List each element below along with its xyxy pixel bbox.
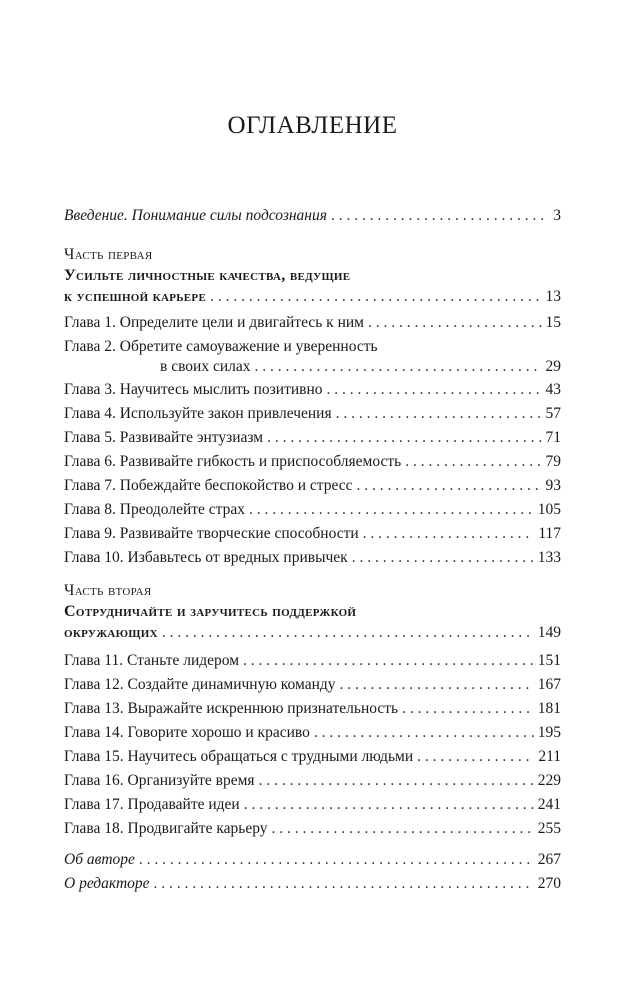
toc-entry-label: Глава 9. Развивайте творческие способности [64, 525, 359, 542]
toc-entry-label: Глава 7. Побеждайте беспокойство и стресс [64, 477, 353, 494]
toc-entry-page: 229 [537, 772, 561, 789]
toc-entry-label: Об авторе [64, 851, 135, 868]
toc-entry-chapter-5[interactable] [64, 428, 561, 448]
toc-entry-label: Глава 14. Говорите хорошо и красиво [64, 724, 310, 741]
toc-entry-label: Глава 17. Продавайте идеи [64, 796, 240, 813]
toc-entry-page: 93 [545, 477, 561, 494]
dot-leader [417, 747, 534, 767]
toc-entry-chapter-8[interactable] [64, 500, 561, 520]
toc-entry-page: 79 [545, 453, 561, 470]
dot-leader [402, 699, 534, 719]
toc-entry-page: 211 [538, 748, 561, 765]
toc-entry-label: Глава 4. Используйте закон привлечения [64, 405, 332, 422]
toc-entry-page: 15 [545, 314, 561, 331]
toc-entry-part2[interactable] [64, 623, 561, 643]
toc-entry-label: Глава 10. Избавьтесь от вредных привычек [64, 549, 348, 566]
toc-entry-page: 105 [537, 501, 561, 518]
toc-entry-label: О редакторе [64, 875, 150, 892]
toc-entry-chapter-12[interactable] [64, 675, 561, 695]
dot-leader [249, 500, 534, 520]
toc-entry-page: 181 [537, 700, 561, 717]
dot-leader [243, 651, 534, 671]
toc-entry-page: 167 [537, 676, 561, 693]
toc-entry-page: 149 [537, 624, 561, 641]
dot-leader [154, 874, 534, 894]
toc-entry-label: Глава 18. Продвигайте карьеру [64, 820, 268, 837]
toc-entry-page: 270 [537, 875, 561, 892]
dot-leader [272, 819, 534, 839]
dot-leader [363, 524, 535, 544]
toc-entry-page: 43 [545, 381, 561, 398]
dot-leader [352, 548, 534, 568]
toc-entry-label: Введение. Понимание силы подсознания [64, 207, 327, 224]
toc-entry-label: Глава 12. Создайте динамичную команду [64, 676, 336, 693]
dot-leader [327, 380, 542, 400]
toc-entry-label: Глава 3. Научитесь мыслить позитивно [64, 381, 323, 398]
toc-entry-label: Глава 6. Развивайте гибкость и приспособляемость [64, 453, 402, 470]
dot-leader [314, 723, 534, 743]
part2-title-line2: окружающих [64, 624, 158, 641]
toc-entry-about-author[interactable] [64, 850, 561, 870]
toc-entry-chapter-13[interactable] [64, 699, 561, 719]
toc-entry-page: 29 [545, 358, 561, 375]
toc-entry-label: Глава 11. Станьте лидером [64, 652, 240, 669]
part2-title-line1: Сотрудничайте и заручитесь поддержкой [64, 603, 357, 620]
dot-leader [331, 206, 549, 226]
dot-leader [368, 313, 542, 333]
toc-entry-label: Глава 5. Развивайте энтузиазм [64, 429, 264, 446]
dot-leader [259, 771, 534, 791]
toc-entry-chapter-1[interactable] [64, 313, 561, 333]
dot-leader [405, 452, 541, 472]
toc-entry-page: 3 [553, 207, 561, 224]
toc-entry-label: Глава 16. Организуйте время [64, 772, 255, 789]
toc-entry-chapter-15[interactable] [64, 747, 561, 767]
dot-leader [210, 287, 541, 307]
toc-entry-page: 117 [538, 525, 561, 542]
toc-entry-chapter-17[interactable] [64, 795, 561, 815]
toc-entry-page: 267 [537, 851, 561, 868]
toc-entry-label: Глава 8. Преодолейте страх [64, 501, 245, 518]
dot-leader [162, 623, 534, 643]
part1-heading: Часть первая [64, 246, 153, 263]
toc-entry-page: 241 [537, 796, 561, 813]
toc-entry-page: 133 [537, 549, 561, 566]
toc-entry-chapter-6[interactable] [64, 452, 561, 472]
part2-heading: Часть вторая [64, 582, 152, 599]
toc-entry-chapter-14[interactable] [64, 723, 561, 743]
toc-entry-page: 195 [537, 724, 561, 741]
toc-entry-chapter-16[interactable] [64, 771, 561, 791]
dot-leader [244, 795, 534, 815]
dot-leader [139, 850, 534, 870]
toc-entry-label: Глава 1. Определите цели и двигайтесь к ним [64, 314, 364, 331]
toc-entry-chapter-18[interactable] [64, 819, 561, 839]
toc-entry-intro[interactable] [64, 206, 561, 226]
dot-leader [267, 428, 541, 448]
part1-title-line2: к успешной карьере [64, 288, 207, 305]
toc-entry-page: 13 [545, 288, 561, 305]
dot-leader [357, 476, 542, 496]
toc-entry-chapter-2-line1[interactable]: Глава 2. Обретите самоуважение и уверенность [64, 338, 378, 355]
toc-entry-chapter-2[interactable] [160, 357, 561, 377]
toc-entry-chapter-4[interactable] [64, 404, 561, 424]
toc-entry-part1[interactable] [64, 287, 561, 307]
dot-leader [336, 404, 542, 424]
toc-entry-chapter-9[interactable] [64, 524, 561, 544]
toc-entry-label: Глава 13. Выражайте искреннюю признательность [64, 700, 399, 717]
toc-entry-chapter-3[interactable] [64, 380, 561, 400]
toc-entry-page: 57 [545, 405, 561, 422]
toc-entry-page: 71 [545, 429, 561, 446]
toc-entry-chapter-11[interactable] [64, 651, 561, 671]
dot-leader [255, 357, 542, 377]
toc-entry-about-editor[interactable] [64, 874, 561, 894]
toc-entry-chapter-10[interactable] [64, 548, 561, 568]
toc-entry-label: в своих силах [160, 358, 251, 375]
toc-entry-page: 255 [537, 820, 561, 837]
toc-entry-label: Глава 15. Научитесь обращаться с трудными людьми [64, 748, 414, 765]
dot-leader [340, 675, 534, 695]
toc-entry-page: 151 [537, 652, 561, 669]
page-title: ОГЛАВЛЕНИЕ [227, 112, 398, 139]
part1-title-line1: Усильте личностные качества, ведущие [64, 267, 351, 284]
toc-entry-chapter-7[interactable] [64, 476, 561, 496]
